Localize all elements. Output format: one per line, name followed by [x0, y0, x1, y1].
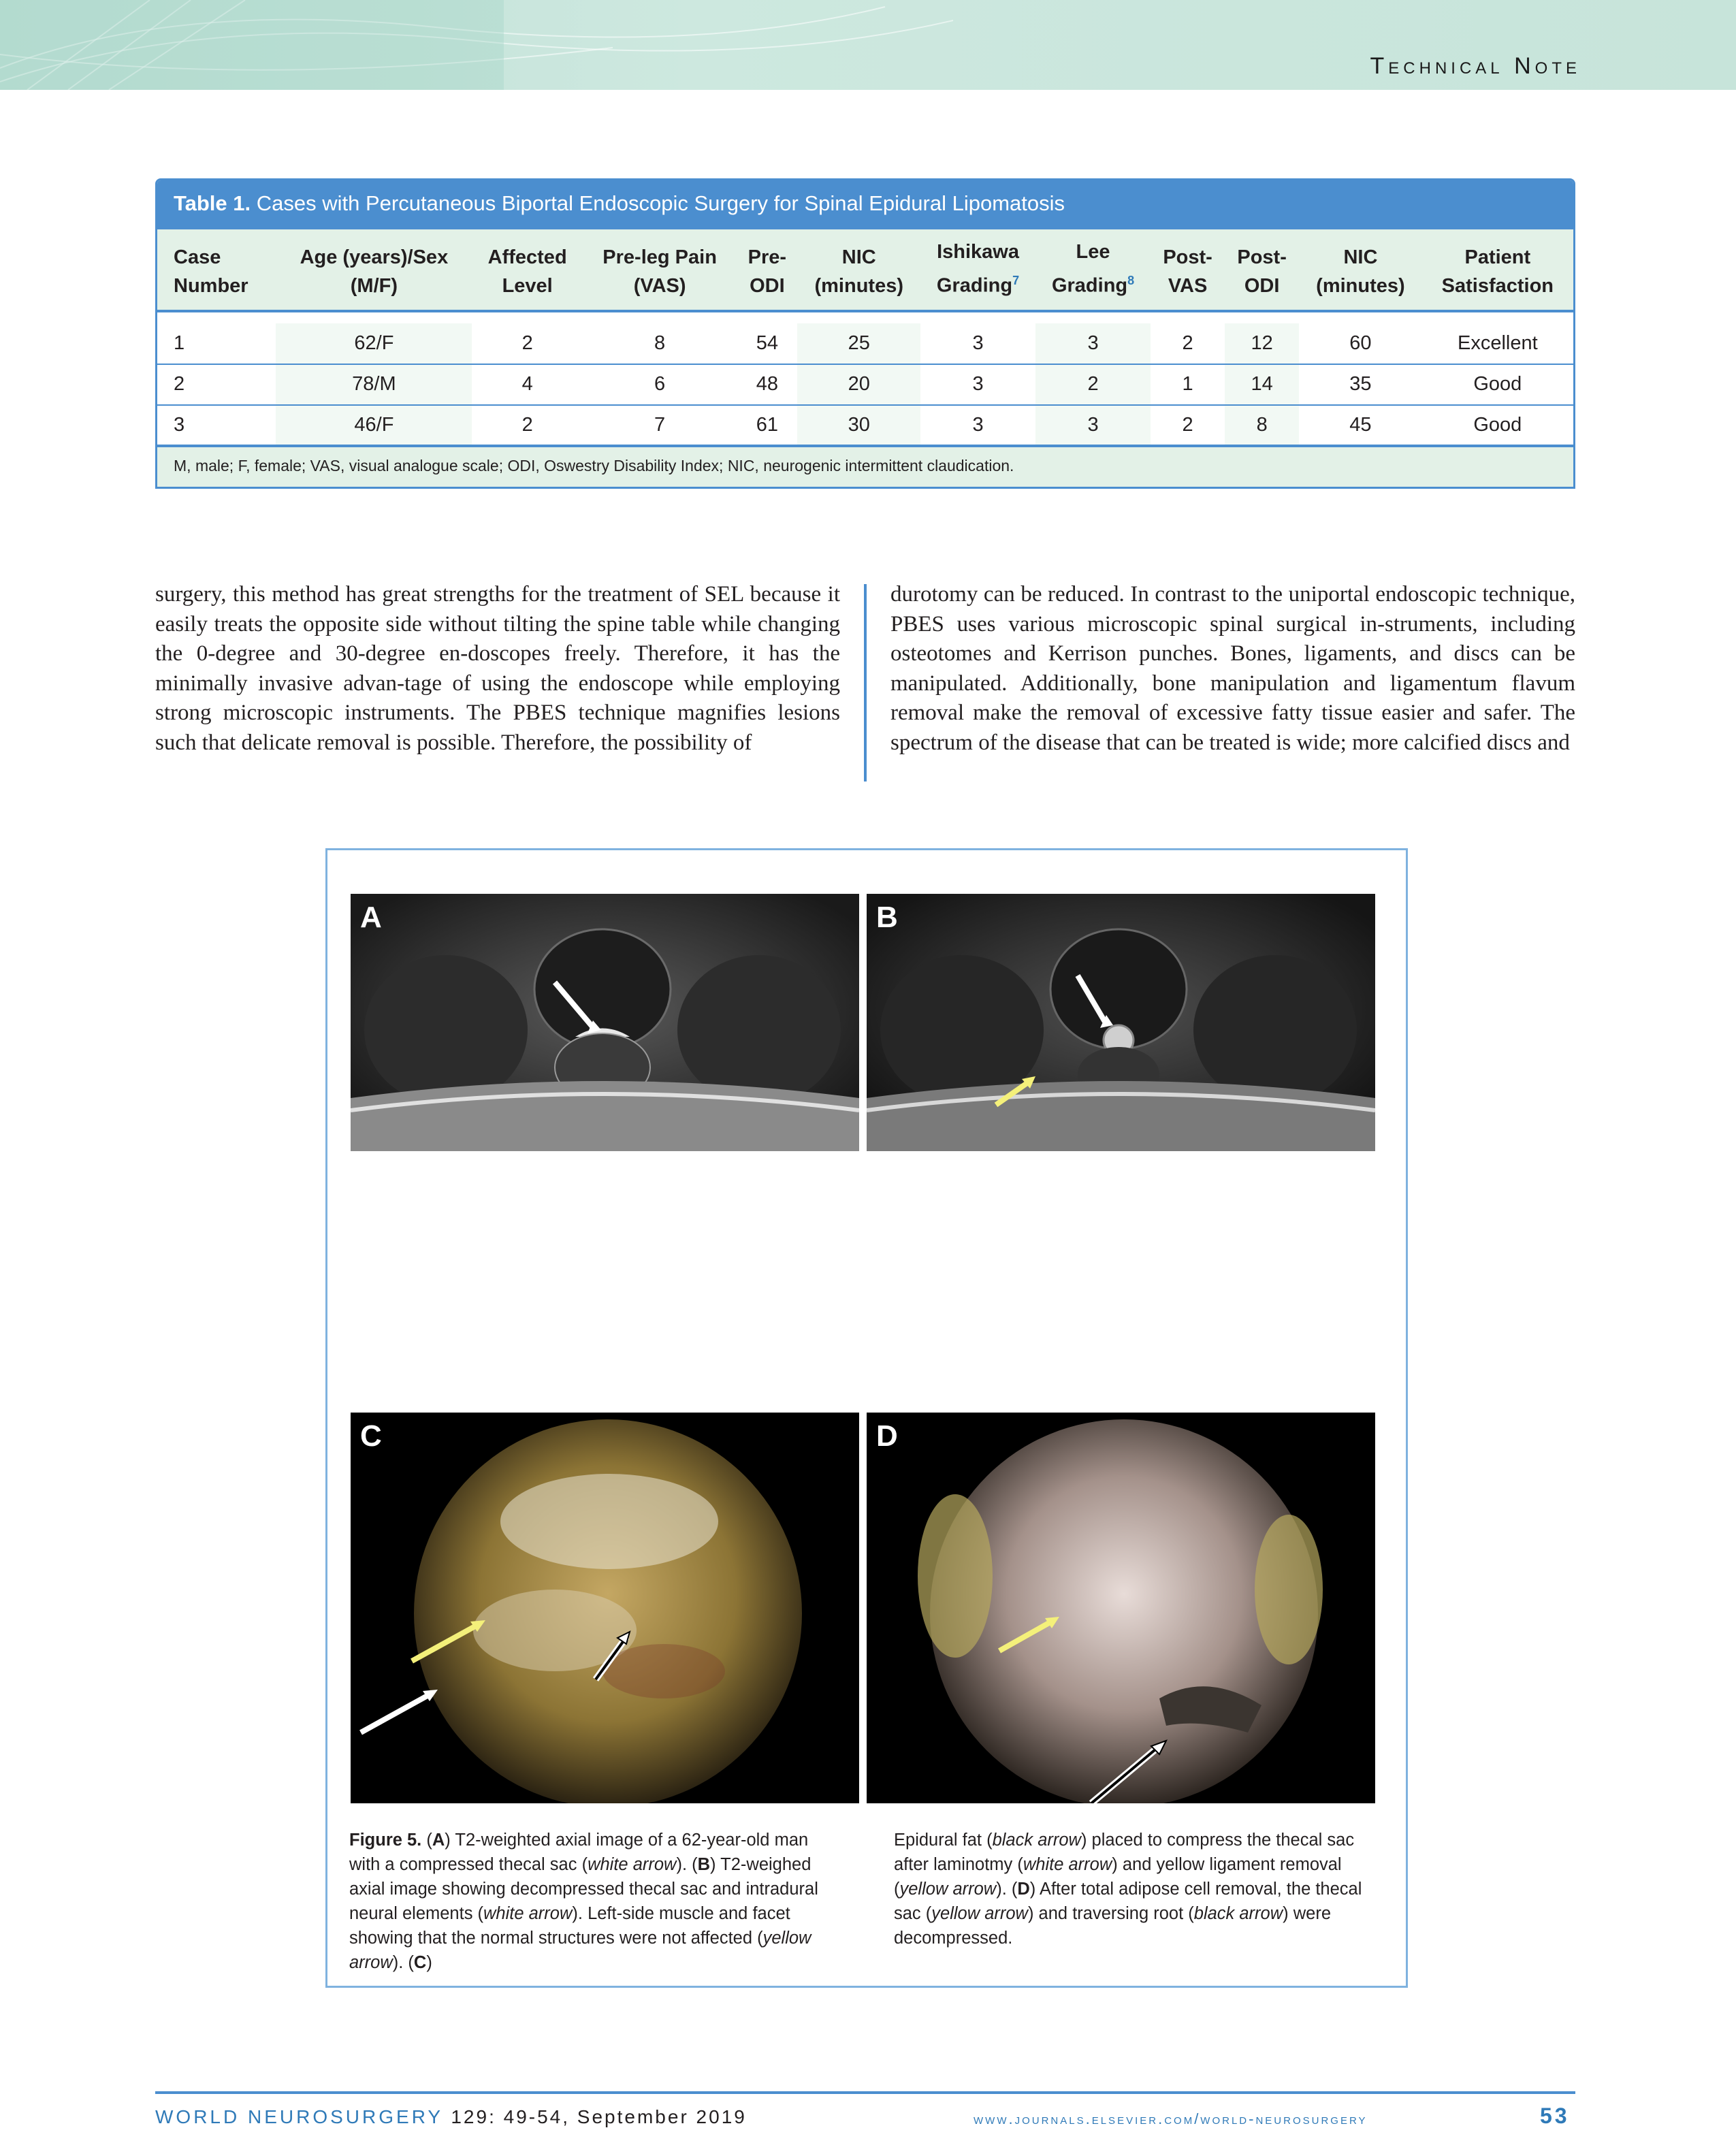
- column-header-line1: Post-: [1237, 246, 1287, 268]
- caption-run: ). (: [996, 1880, 1018, 1899]
- table-cell: 1: [157, 323, 276, 364]
- column-header-line2: Number: [174, 274, 248, 297]
- table-caption: [157, 180, 1573, 229]
- body-column-left: surgery, this method has great strengths for the treatment of SEL because it easily treats the opposite side without tilting the spine table while changing the 0-degree and 30-degree en-doscopes freely. Therefore, it has the minimally invasive advan-tage of using the endoscope while employing strong microscopic instruments. The PBES technique magnifies lesions such that delicate removal is possible. Therefore, the possibility of: [155, 582, 840, 755]
- page-number: 53: [1540, 2104, 1570, 2128]
- caption-run: black arrow: [1193, 1904, 1283, 1923]
- table-cell: 54: [737, 323, 797, 364]
- table-cell: 78/M: [276, 364, 472, 405]
- caption-run: ) T2-weighted axial image of a 62-year-old man with a compressed thecal sac (: [349, 1831, 809, 1874]
- endoscopic-image-c: [351, 1413, 859, 1803]
- column-header-line2: Satisfaction: [1441, 274, 1554, 297]
- journal-volume: 129: 49-54, September 2019: [451, 2106, 747, 2127]
- caption-run: B: [697, 1855, 711, 1874]
- table-cell: 8: [583, 323, 737, 364]
- column-header-line2: ODI: [1244, 274, 1280, 297]
- table-row: [157, 323, 1573, 364]
- caption-run: C: [413, 1953, 427, 1972]
- table-cell: 12: [1225, 323, 1299, 364]
- caption-run: ) After total adipose cell removal, the thecal sac (: [894, 1880, 1362, 1923]
- table-cell: 20: [797, 364, 920, 405]
- column-header-line1: Lee: [1076, 241, 1110, 263]
- table-body: [157, 311, 1573, 446]
- column-header: [1299, 229, 1422, 311]
- column-header-line1: Age (years)/Sex: [300, 246, 449, 268]
- caption-run: D: [1017, 1880, 1030, 1899]
- panel-a-mri: [351, 894, 859, 1151]
- table-cell: 2: [1035, 364, 1151, 405]
- panel-label-c: C: [360, 1419, 382, 1453]
- header-band: [0, 0, 1736, 90]
- reference-superscript[interactable]: 7: [1012, 274, 1020, 287]
- column-header: [583, 229, 737, 311]
- column-header-line1: Pre-: [748, 246, 787, 268]
- caption-run: A: [432, 1831, 445, 1850]
- table-cell: 25: [797, 323, 920, 364]
- column-header-line1: Post-: [1163, 246, 1212, 268]
- column-divider: [864, 584, 867, 782]
- caption-run: ) T2-weighed axial image showing decompressed thecal sac and intradural neural elements (: [349, 1855, 818, 1923]
- table-cell: 35: [1299, 364, 1422, 405]
- table-cell: 62/F: [276, 323, 472, 364]
- table-grid: [157, 229, 1573, 447]
- caption-run: white arrow: [1023, 1855, 1112, 1874]
- caption-run: ) and yellow ligament removal (: [894, 1855, 1342, 1899]
- table-title: Cases with Percutaneous Biportal Endoscopic Surgery for Spinal Epidural Lipomatosis: [256, 191, 1065, 215]
- section-label: Technical Note: [1370, 53, 1581, 79]
- journal-url[interactable]: www.journals.elsevier.com/world-neurosurgery: [974, 2110, 1368, 2127]
- column-header-line1: Pre-leg Pain: [602, 246, 717, 268]
- table-1: [155, 178, 1575, 489]
- table-cell: 8: [1225, 405, 1299, 446]
- table-cell: 6: [583, 364, 737, 405]
- column-header: [797, 229, 920, 311]
- journal-name: WORLD NEUROSURGERY: [155, 2106, 443, 2127]
- table-label: Table 1.: [174, 191, 251, 215]
- panel-d-endoscopic: [867, 1413, 1375, 1803]
- figure-5: [325, 848, 1408, 1988]
- table-cell: 2: [472, 323, 583, 364]
- column-header-line2: Grading: [1051, 274, 1128, 297]
- body-column-right: durotomy can be reduced. In contrast to the uniportal endoscopic technique, PBES uses various microscopic spinal surgical in-struments, including osteotomes and Kerrison punches. Bones, ligaments, and discs can be manipulated. Additionally, bone manipulation and ligamentum flavum removal make the removal of excessive fatty tissue easier and safer. The spectrum of the disease that can be treated is wide; more calcified discs and: [890, 582, 1575, 755]
- caption-run: ) and traversing root (: [1027, 1904, 1194, 1923]
- table-cell: 1: [1151, 364, 1225, 405]
- table-cell: 3: [1035, 323, 1151, 364]
- column-header: [276, 229, 472, 311]
- column-header-line2: Level: [502, 274, 553, 297]
- table-cell: 30: [797, 405, 920, 446]
- caption-run: ): [426, 1953, 432, 1972]
- column-header-line2: (M/F): [350, 274, 398, 297]
- table-cell: 2: [1151, 405, 1225, 446]
- column-header-line1: NIC: [1343, 246, 1378, 268]
- table-row: [157, 364, 1573, 405]
- caption-run: white arrow: [588, 1855, 677, 1874]
- column-header-line2: ODI: [750, 274, 785, 297]
- column-header: [157, 229, 276, 311]
- panel-label-b: B: [876, 901, 898, 934]
- caption-run: yellow arrow: [931, 1904, 1028, 1923]
- table-cell: Excellent: [1422, 323, 1573, 364]
- caption-run: (: [426, 1831, 432, 1850]
- caption-run: Epidural fat (: [894, 1831, 993, 1850]
- table-cell: 2: [472, 405, 583, 446]
- caption-run: black arrow: [992, 1831, 1081, 1850]
- column-header: [1151, 229, 1225, 311]
- table-cell: 14: [1225, 364, 1299, 405]
- column-header: [920, 229, 1035, 311]
- table-cell: 3: [1035, 405, 1151, 446]
- panel-b-mri: [867, 894, 1375, 1151]
- column-header-line2: (VAS): [633, 274, 686, 297]
- column-header-line2: (minutes): [814, 274, 903, 297]
- column-header-line1: Ishikawa: [937, 241, 1019, 263]
- table-footnote: M, male; F, female; VAS, visual analogue scale; ODI, Oswestry Disability Index; NIC, neurogenic intermittent claudication.: [157, 447, 1573, 485]
- table-cell: 7: [583, 405, 737, 446]
- table-cell: 46/F: [276, 405, 472, 446]
- caption-run: ) placed to compress the thecal sac after laminotmy (: [894, 1831, 1355, 1874]
- column-header-line1: Affected: [487, 246, 567, 268]
- column-header-line1: NIC: [841, 246, 876, 268]
- reference-superscript[interactable]: 8: [1127, 274, 1135, 287]
- caption-run: ) were decompressed.: [894, 1904, 1332, 1948]
- table-cell: 2: [1151, 323, 1225, 364]
- table-cell: 3: [920, 323, 1035, 364]
- column-header-line2: (minutes): [1316, 274, 1405, 297]
- footer-rule: [155, 2091, 1575, 2094]
- table-header-row: [157, 229, 1573, 311]
- caption-run: ). (: [392, 1953, 414, 1972]
- column-header: [472, 229, 583, 311]
- caption-run: ). Left-side muscle and facet showing that the normal structures were not affected (: [349, 1904, 790, 1948]
- table-cell: 45: [1299, 405, 1422, 446]
- mri-image-a: [351, 894, 859, 1151]
- table-cell: 60: [1299, 323, 1422, 364]
- panel-c-endoscopic: [351, 1413, 859, 1803]
- column-header: [737, 229, 797, 311]
- table-row: [157, 405, 1573, 446]
- figure-caption-left: [349, 1828, 834, 1975]
- column-header: [1035, 229, 1151, 311]
- column-header: [1422, 229, 1573, 311]
- figure-caption-label: Figure 5.: [349, 1831, 422, 1850]
- table-cell: 4: [472, 364, 583, 405]
- caption-run: ). (: [676, 1855, 698, 1874]
- column-header: [1225, 229, 1299, 311]
- column-header-line1: Patient: [1464, 246, 1531, 268]
- table-cell: 2: [157, 364, 276, 405]
- column-header-line1: Case: [174, 246, 221, 268]
- table-cell: 3: [157, 405, 276, 446]
- figure-caption-right: [894, 1828, 1379, 1950]
- table-cell: Good: [1422, 364, 1573, 405]
- table-cell: 3: [920, 364, 1035, 405]
- panel-label-a: A: [360, 901, 382, 934]
- table-spacer-row: [157, 311, 1573, 323]
- table-cell: 3: [920, 405, 1035, 446]
- caption-run: white arrow: [483, 1904, 573, 1923]
- endoscopic-image-d: [867, 1413, 1375, 1803]
- footer-citation: [155, 2106, 747, 2128]
- table-cell: Good: [1422, 405, 1573, 446]
- column-header-line2: VAS: [1168, 274, 1208, 297]
- table-cell: 48: [737, 364, 797, 405]
- panel-label-d: D: [876, 1419, 898, 1453]
- caption-run: yellow arrow: [349, 1929, 811, 1972]
- column-header-line2: Grading: [936, 274, 1013, 297]
- table-cell: 61: [737, 405, 797, 446]
- mri-image-b: [867, 894, 1375, 1151]
- caption-run: yellow arrow: [899, 1880, 997, 1899]
